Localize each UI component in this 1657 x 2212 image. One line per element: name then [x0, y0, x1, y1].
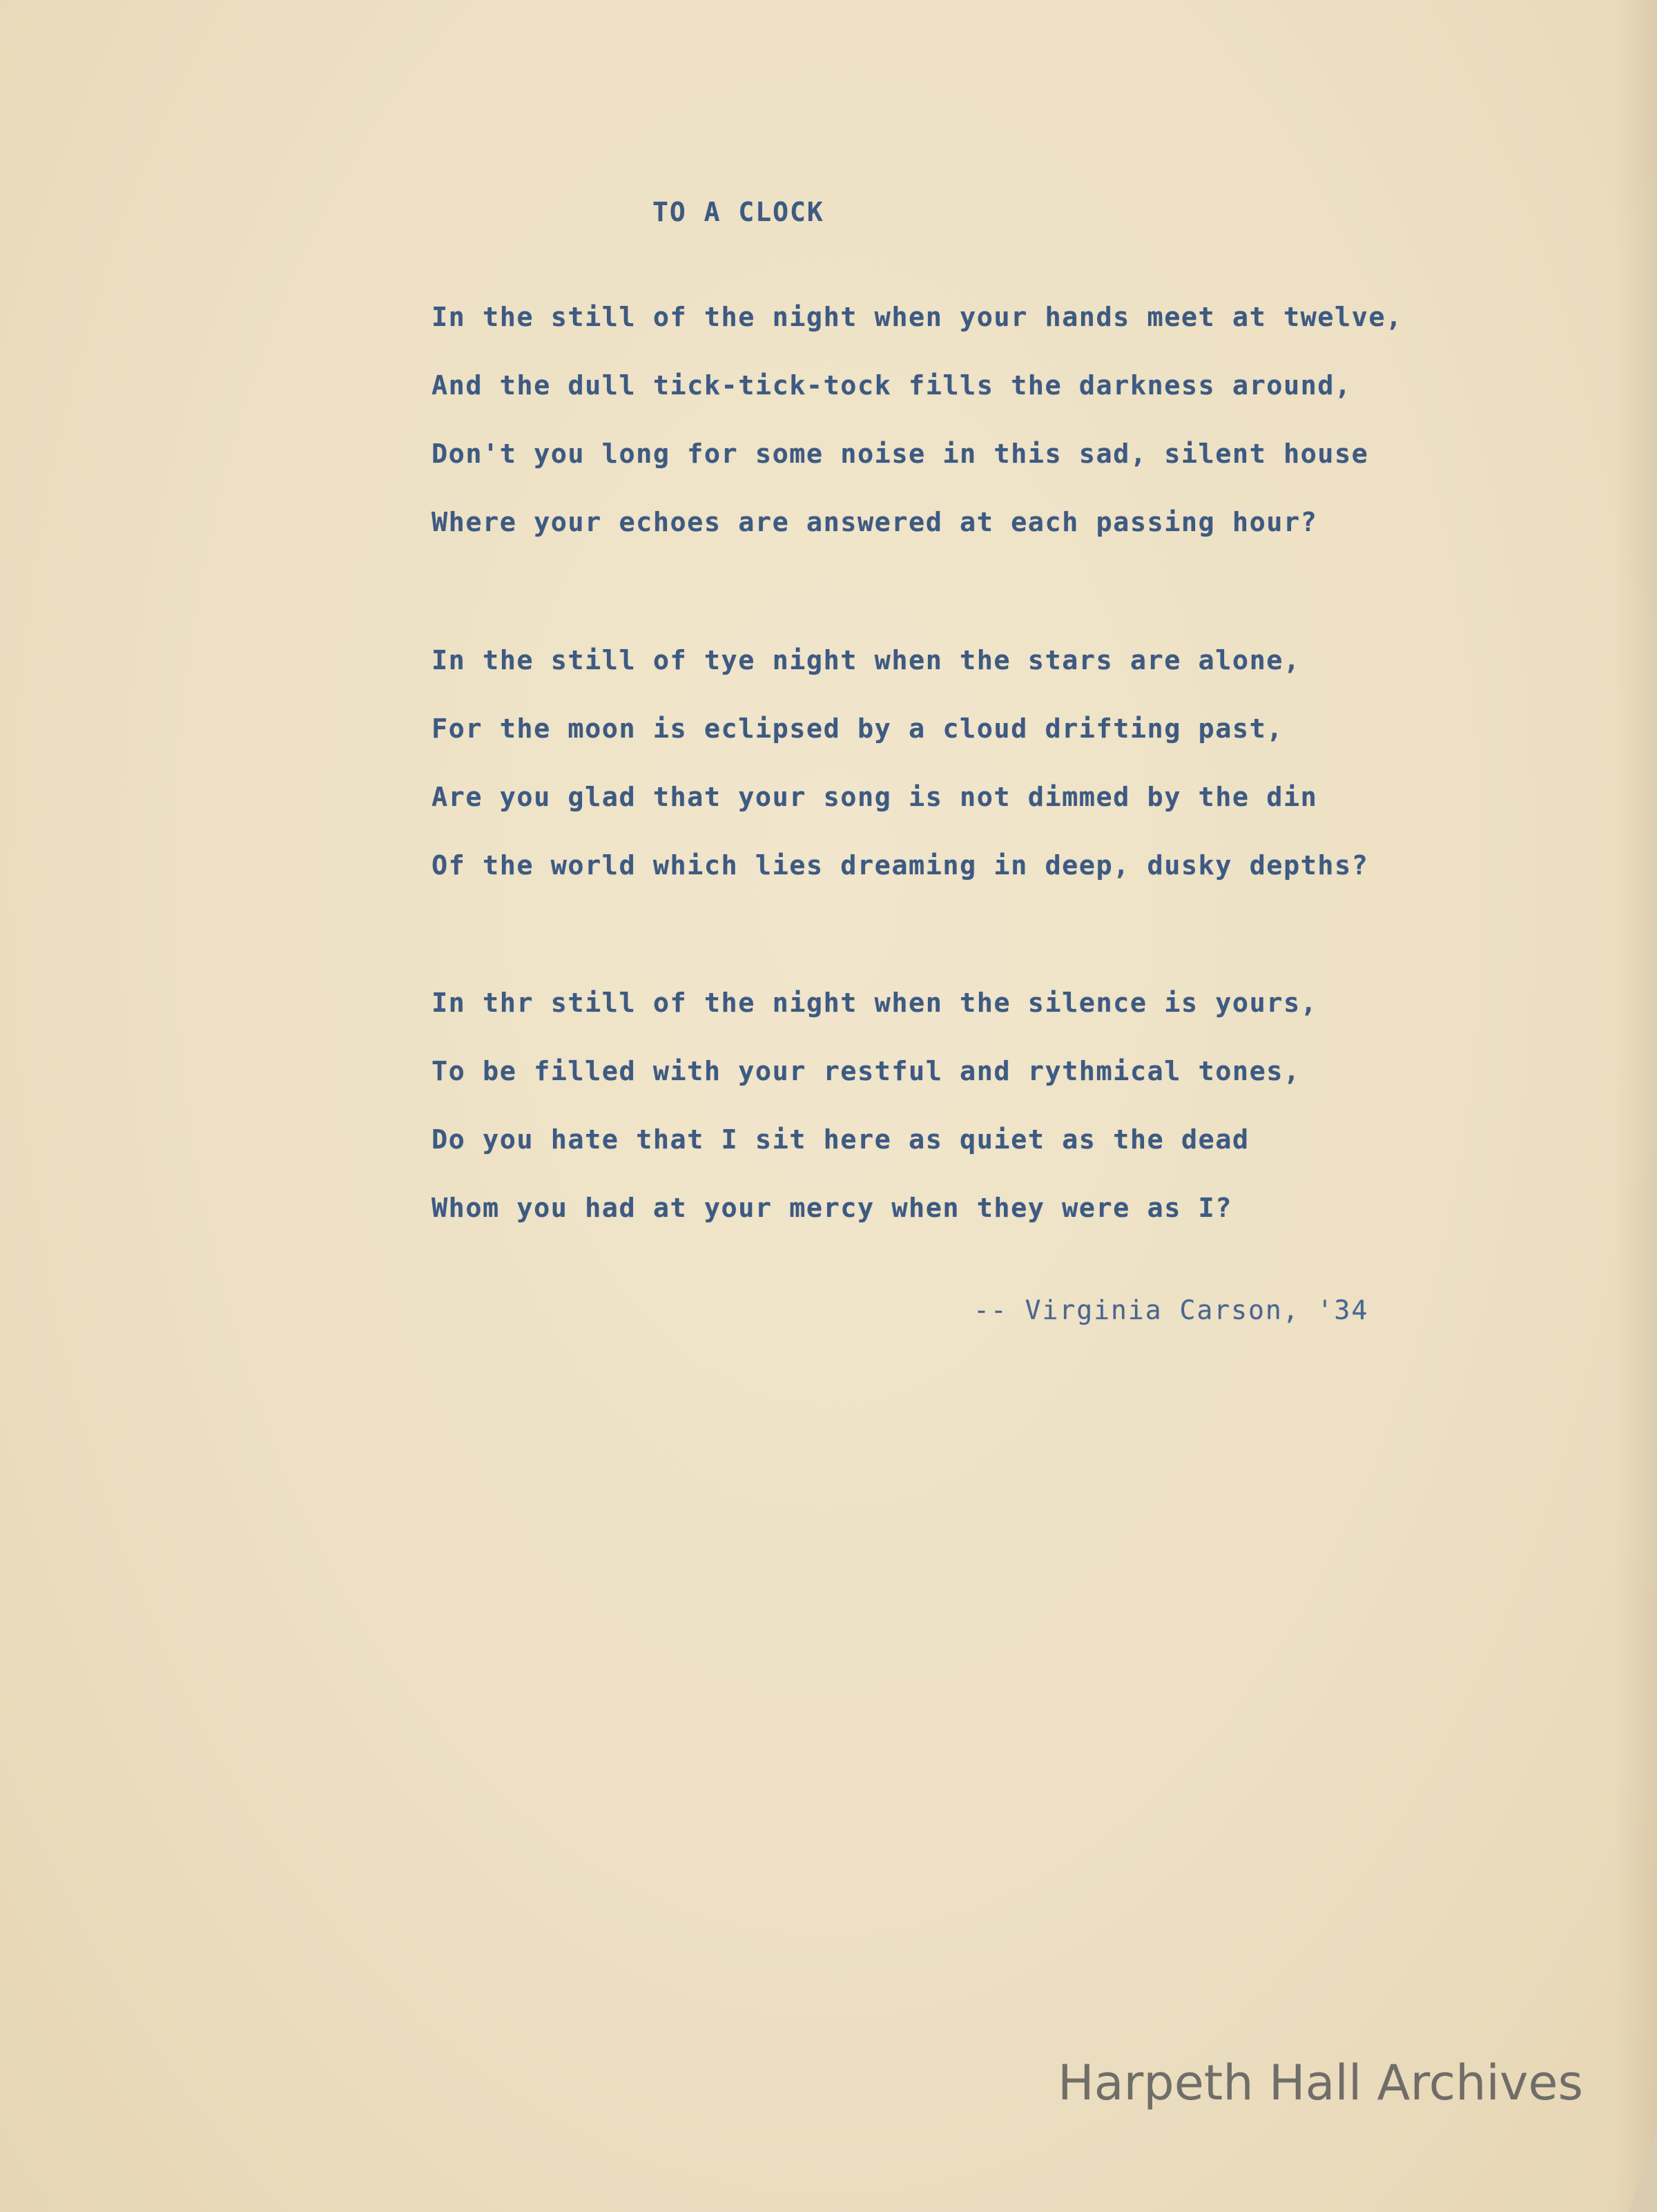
- stanza-1: [432, 297, 1426, 570]
- archive-watermark: Harpeth Hall Archives: [1058, 2055, 1583, 2111]
- stanza-2: [432, 640, 1426, 914]
- poem-line: For the moon is eclipsed by a cloud drifting past,: [432, 713, 1283, 744]
- poem-line: In the still of tye night when the stars are alone,: [432, 645, 1301, 676]
- page-edge-shadow: [1616, 0, 1657, 2212]
- poem-line: In the still of the night when your hands meet at twelve,: [432, 302, 1403, 333]
- page-corner-fold: [1629, 2129, 1657, 2212]
- poem-line: Do you hate that I sit here as quiet as the dead: [432, 1124, 1250, 1155]
- poem-line: And the dull tick-tick-tock fills the darkness around,: [432, 370, 1352, 401]
- poem-line: Of the world which lies dreaming in deep, dusky depths?: [432, 850, 1369, 881]
- poem-line: To be filled with your restful and rythmical tones,: [432, 1056, 1301, 1087]
- author-signature: -- Virginia Carson, '34: [973, 1295, 1369, 1325]
- poem-line: Where your echoes are answered at each passing hour?: [432, 507, 1318, 538]
- poem-line: Are you glad that your song is not dimmed by the din: [432, 782, 1318, 813]
- poem-line: In thr still of the night when the silence is yours,: [432, 988, 1318, 1019]
- poem-line: Whom you had at your mercy when they were as I?: [432, 1193, 1232, 1224]
- stanza-3: [432, 983, 1426, 1256]
- poem-line: Don't you long for some noise in this sad, silent house: [432, 439, 1369, 470]
- poem-title: TO A CLOCK: [652, 197, 824, 227]
